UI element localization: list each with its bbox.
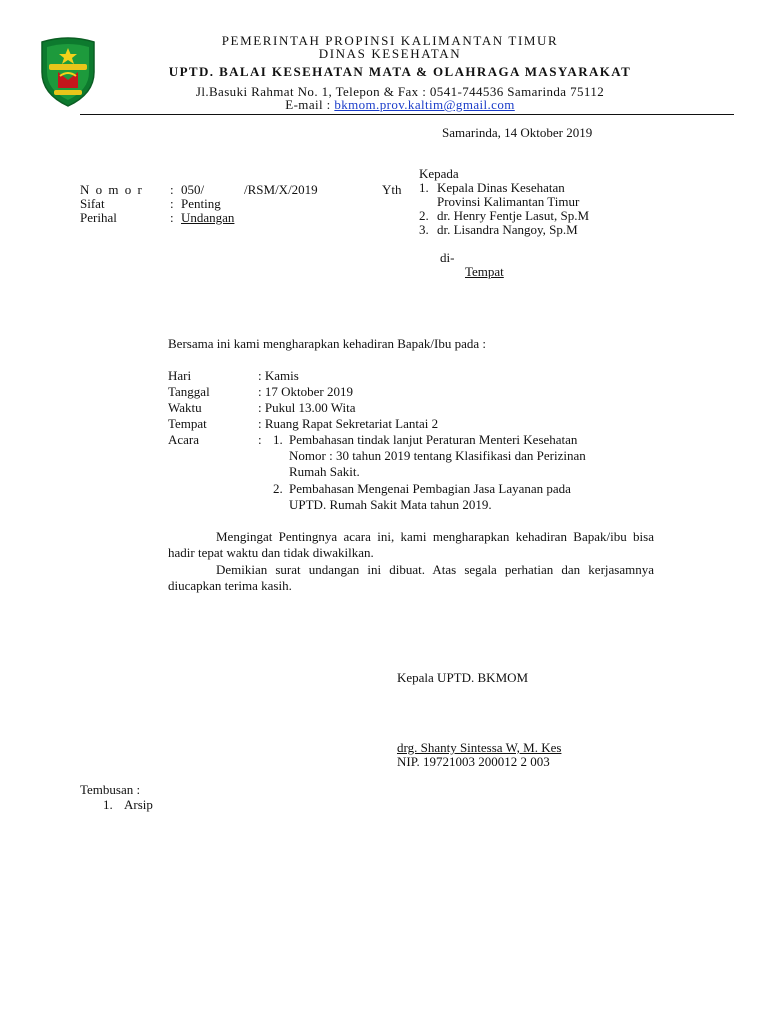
letterhead-line-3: UPTD. BALAI KESEHATAN MATA & OLAHRAGA MASYARAKAT bbox=[168, 64, 632, 79]
di-label: di- bbox=[440, 250, 455, 265]
recipient-3-num: 3. bbox=[419, 222, 429, 237]
acara-colon: : bbox=[258, 432, 262, 447]
detail-label-hari: Hari bbox=[168, 368, 192, 383]
acara-2-num: 2. bbox=[273, 481, 283, 496]
acara-2-line1: Pembahasan Mengenai Pembagian Jasa Layanan pada bbox=[289, 481, 571, 496]
paragraph-1: Mengingat Pentingnya acara ini, kami mengharapkan kehadiran Bapak/ibu bisa hadir tepat waktu dan tidak diwakilkan. bbox=[168, 529, 654, 560]
detail-label-tempat: Tempat bbox=[168, 416, 207, 431]
nomor-label: N o m o r bbox=[80, 182, 144, 197]
tembusan-1-num: 1. bbox=[103, 797, 113, 812]
acara-2-line2: UPTD. Rumah Sakit Mata tahun 2019. bbox=[289, 497, 492, 512]
detail-value-tempat: : Ruang Rapat Sekretariat Lantai 2 bbox=[258, 416, 439, 431]
recipient-1-line1: Kepala Dinas Kesehatan bbox=[437, 180, 565, 195]
yth-label: Yth bbox=[382, 182, 402, 197]
letterhead-line-2: DINAS KESEHATAN bbox=[318, 46, 462, 61]
detail-label-waktu: Waktu bbox=[168, 400, 202, 415]
acara-1-line2: Nomor : 30 tahun 2019 tentang Klasifikasi dan Perizinan bbox=[289, 448, 586, 463]
detail-label-acara: Acara bbox=[168, 432, 200, 447]
recipient-1-num: 1. bbox=[419, 180, 429, 195]
perihal-label: Perihal bbox=[80, 210, 117, 225]
recipient-2-num: 2. bbox=[419, 208, 429, 223]
opening-sentence: Bersama ini kami mengharapkan kehadiran Bapak/Ibu pada : bbox=[168, 336, 487, 351]
signature-nip: NIP. 19721003 200012 2 003 bbox=[397, 754, 550, 769]
acara-1-line1: Pembahasan tindak lanjut Peraturan Menteri Kesehatan bbox=[289, 432, 578, 447]
kepada-label: Kepada bbox=[419, 166, 459, 181]
provincial-seal-icon bbox=[36, 36, 100, 108]
email-link[interactable]: bkmom.prov.kaltim@gmail.com bbox=[334, 97, 515, 112]
detail-value-hari: : Kamis bbox=[258, 368, 299, 383]
sifat-value: Penting bbox=[181, 196, 221, 211]
email-label: E-mail : bbox=[285, 97, 335, 112]
detail-value-tanggal: : 17 Oktober 2019 bbox=[258, 384, 353, 399]
recipient-1-line2: Provinsi Kalimantan Timur bbox=[437, 194, 580, 209]
sifat-colon: : bbox=[170, 196, 174, 211]
nomor-value: 050/ bbox=[181, 182, 205, 197]
nomor-colon: : bbox=[170, 182, 174, 197]
letterhead-email bbox=[110, 97, 690, 113]
nomor-suffix: /RSM/X/2019 bbox=[244, 182, 318, 197]
tembusan-1-text: Arsip bbox=[124, 797, 153, 812]
detail-value-waktu: : Pukul 13.00 Wita bbox=[258, 400, 356, 415]
tembusan-label: Tembusan : bbox=[80, 782, 141, 797]
tempat-label: Tempat bbox=[465, 264, 504, 279]
signature-name: drg. Shanty Sintessa W, M. Kes bbox=[397, 740, 562, 755]
recipient-2-line1: dr. Henry Fentje Lasut, Sp.M bbox=[437, 208, 590, 223]
letterhead-divider bbox=[80, 114, 734, 115]
acara-1-line3: Rumah Sakit. bbox=[289, 464, 360, 479]
date-place: Samarinda, 14 Oktober 2019 bbox=[442, 125, 593, 140]
acara-1-num: 1. bbox=[273, 432, 283, 447]
perihal-value: Undangan bbox=[181, 210, 235, 225]
recipient-3-line1: dr. Lisandra Nangoy, Sp.M bbox=[437, 222, 578, 237]
sifat-label: Sifat bbox=[80, 196, 105, 211]
perihal-colon: : bbox=[170, 210, 174, 225]
letterhead-line-1: PEMERINTAH PROPINSI KALIMANTAN TIMUR bbox=[221, 33, 559, 48]
signature-title: Kepala UPTD. BKMOM bbox=[397, 670, 529, 685]
detail-label-tanggal: Tanggal bbox=[168, 384, 210, 399]
letterhead-address: Jl.Basuki Rahmat No. 1, Telepon & Fax : 0541-744536 Samarinda 75112 bbox=[195, 84, 605, 99]
paragraph-2: Demikian surat undangan ini dibuat. Atas segala perhatian dan kerjasamnya diucapkan terima kasih. bbox=[168, 562, 654, 593]
